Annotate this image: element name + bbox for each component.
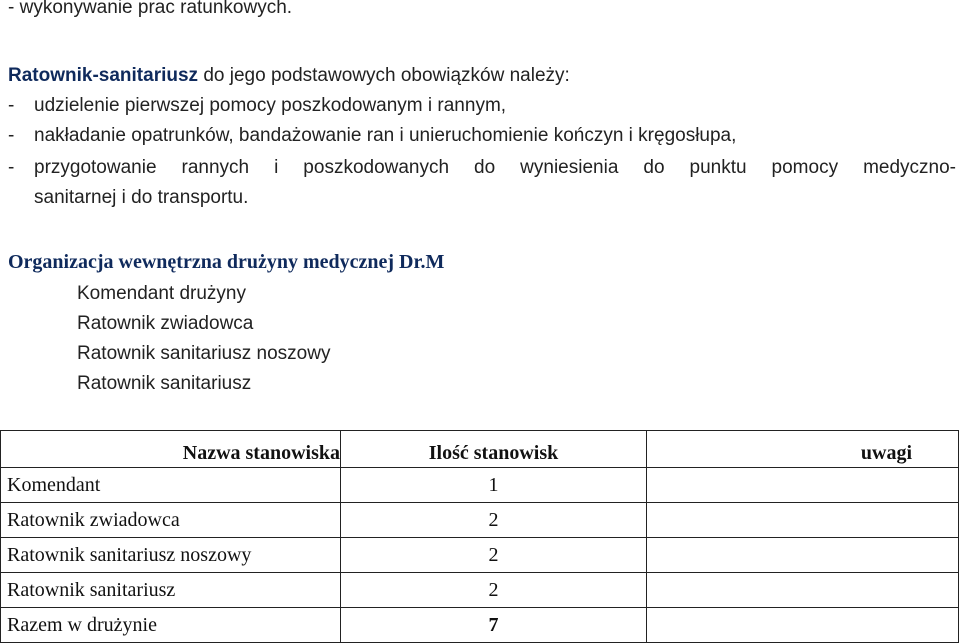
duty-item-3-continuation: sanitarnej i do transportu. [34, 187, 249, 208]
duty-item-2: nakładanie opatrunków, bandażowanie ran i unieruchomienie kończyn i kręgosłupa, [34, 125, 737, 146]
duty-item-1: udzielenie pierwszej pomocy poszkodowanym i rannym, [34, 95, 507, 116]
table-row [1, 468, 959, 503]
ratownik-title-suffix: do jego podstawowych obowiązków należy: [198, 65, 570, 86]
table-row [1, 503, 959, 538]
table-header-row [1, 431, 959, 468]
position-notes [647, 573, 959, 608]
position-count: 1 [341, 468, 647, 503]
total-count: 7 [341, 608, 647, 643]
role-item: Ratownik zwiadowca [77, 313, 254, 334]
header-position-name: Nazwa stanowiska [1, 431, 341, 468]
list-item [8, 156, 956, 180]
ratownik-title: Ratownik-sanitariusz [8, 65, 199, 86]
position-name: Ratownik sanitariusz noszowy [1, 538, 341, 573]
total-notes [647, 608, 959, 643]
role-item: Komendant drużyny [77, 283, 246, 304]
role-item: Ratownik sanitariusz [77, 373, 252, 394]
position-name: Ratownik zwiadowca [1, 503, 341, 538]
bullet-dash: - [8, 125, 15, 146]
ratownik-section-title [8, 64, 570, 88]
position-count: 2 [341, 573, 647, 608]
table-row [1, 538, 959, 573]
position-name: Ratownik sanitariusz [1, 573, 341, 608]
total-label: Razem w drużynie [1, 608, 341, 643]
position-count: 2 [341, 538, 647, 573]
table-total-row [1, 608, 959, 643]
position-notes [647, 503, 959, 538]
table-row [1, 573, 959, 608]
bullet-dash: - [8, 157, 15, 178]
position-notes [647, 538, 959, 573]
list-item [8, 94, 506, 118]
position-name: Komendant [1, 468, 341, 503]
position-notes [647, 468, 959, 503]
intro-line: - wykonywanie prac ratunkowych. [8, 0, 293, 18]
duty-item-3: przygotowanie rannych i poszkodowanych do wyniesienia do punktu pomocy medyczno- [34, 157, 956, 178]
header-position-count: Ilość stanowisk [341, 431, 647, 468]
bullet-dash: - [8, 95, 15, 116]
header-notes: uwagi [647, 431, 959, 468]
position-count: 2 [341, 503, 647, 538]
list-item [8, 124, 736, 148]
role-item: Ratownik sanitariusz noszowy [77, 343, 331, 364]
positions-table [0, 430, 959, 643]
organization-heading: Organizacja wewnętrzna drużyny medycznej Dr.M [8, 251, 445, 273]
